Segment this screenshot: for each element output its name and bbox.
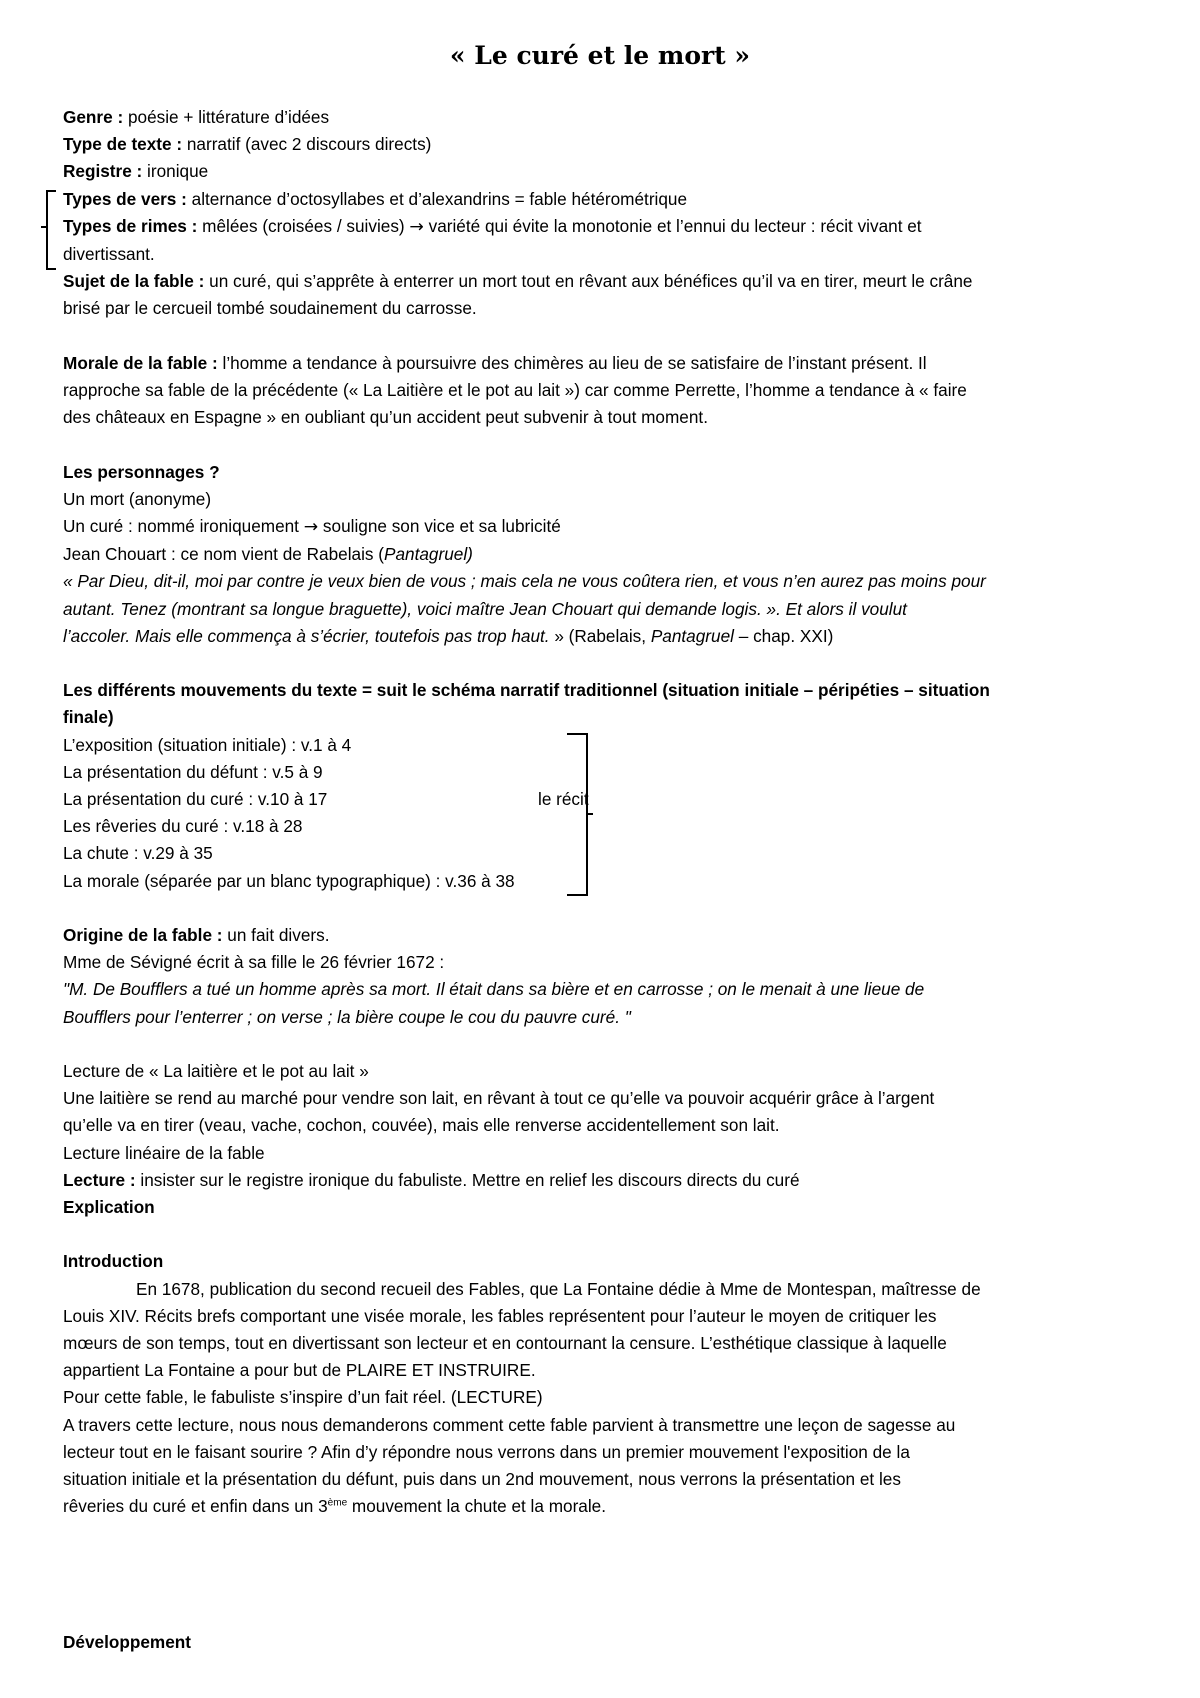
quote-3-source: » (Rabelais, [549, 625, 651, 646]
sevigne-line: Mme de Sévigné écrit à sa fille le 26 février 1672 : [63, 952, 445, 973]
mouvement-item: La présentation du curé : v.10 à 17 [63, 789, 328, 810]
rabelais-quote-1: « Par Dieu, dit-il, moi par contre je veux bien de vous ; mais cela ne vous coûtera rien, et vous n’en aurez pas moins pour [63, 571, 986, 592]
mouvement-item: Les rêveries du curé : v.18 à 28 [63, 816, 303, 837]
sujet-line [63, 268, 1143, 295]
types-rimes-label: Types de rimes : [63, 215, 198, 236]
morale-text: l’homme a tendance à poursuivre des chimères au lieu de se satisfaire de l’instant présent. Il [217, 352, 927, 373]
laitiere-summary-1: Une laitière se rend au marché pour vendre son lait, en rêvant à tout ce qu’elle va pouvoir acquérir grâce à l’argent [63, 1088, 935, 1109]
type-texte-label: Type de texte : [63, 134, 183, 155]
developpement-heading: Développement [63, 1632, 191, 1653]
mouvements-list [63, 732, 1143, 895]
cure-text: Un curé : nommé ironiquement [63, 516, 304, 537]
types-vers-line [63, 186, 1143, 213]
arrow-right-icon: → [409, 216, 424, 237]
introduction-heading: Introduction [63, 1251, 164, 1272]
rabelais-quote-2: autant. Tenez (montrant sa longue braguette), voici maître Jean Chouart qui demande logis. ». Et alors il voulut [63, 598, 907, 619]
mouvement-item: La chute : v.29 à 35 [63, 843, 213, 864]
sujet-text: un curé, qui s’apprête à enterrer un mort tout en rêvant aux bénéfices qu’il va en tirer, meurt le crâne [204, 271, 973, 292]
intro-line: mœurs de son temps, tout en divertissant son lecteur et en contournant la censure. L’esthétique classique à laquelle [63, 1333, 947, 1354]
mouvement-item: La présentation du défunt : v.5 à 9 [63, 761, 323, 782]
explication-heading: Explication [63, 1197, 155, 1218]
morale-line-2: rapproche sa fable de la précédente (« La Laitière et le pot au lait ») car comme Perrette, l’homme a tendance à « faire [63, 380, 967, 401]
lecture-lineaire: Lecture linéaire de la fable [63, 1142, 265, 1163]
quote-3-chapter: – chap. XXI) [733, 625, 834, 646]
types-rimes-line-2: divertissant. [63, 244, 155, 265]
arrow-right-icon: → [303, 517, 319, 538]
right-brace [567, 732, 593, 897]
sujet-line-2: brisé par le cercueil tombé soudainement du carrosse. [63, 298, 477, 319]
mouvement-item: L’exposition (situation initiale) : v.1 à 4 [63, 734, 352, 755]
mouvement-item: La morale (séparée par un blanc typographique) : v.36 à 38 [63, 870, 515, 891]
morale-label: Morale de la fable : [63, 352, 218, 373]
morale-line [63, 350, 1143, 377]
genre-line [63, 104, 1143, 131]
genre-label: Genre : [63, 107, 124, 127]
jean-text: Jean Chouart : ce nom vient de Rabelais ( [63, 544, 385, 565]
personnage-cure [63, 513, 1143, 541]
quote-3-text: l’accoler. Mais elle commença à s’écrier, toutefois pas trop haut. [63, 625, 550, 646]
sevigne-quote-1: "M. De Boufflers a tué un homme après sa mort. Il était dans sa bière et en carrosse ; on le menait à une lieue de [63, 979, 925, 1000]
jean-book: Pantagruel) [384, 544, 473, 565]
intro-line: Pour cette fable, le fabuliste s’inspire d’un fait réel. (LECTURE) [63, 1387, 543, 1408]
intro-line [63, 1493, 1143, 1520]
quote-3-book: Pantagruel [650, 625, 734, 646]
origine-label: Origine de la fable : [63, 925, 223, 946]
left-bracket [46, 190, 56, 270]
personnages-heading: Les personnages ? [63, 461, 220, 482]
rabelais-quote-3 [63, 623, 1143, 650]
superscript: ème [327, 1497, 348, 1509]
document-body [63, 104, 1143, 1656]
intro-line: situation initiale et la présentation du défunt, puis dans un 2nd mouvement, nous verrons la présentation et les [63, 1469, 901, 1490]
laitiere-title: Lecture de « La laitière et le pot au lait » [63, 1061, 369, 1082]
intro-text: rêveries du curé et enfin dans un 3 [63, 1496, 328, 1517]
mouvements-heading: Les différents mouvements du texte = suit le schéma narratif traditionnel (situation initiale – péripéties – situation [63, 680, 990, 701]
origine-text: un fait divers. [222, 925, 330, 946]
registre-text: ironique [142, 161, 209, 182]
types-rimes-text: mêlées (croisées / suivies) [197, 215, 410, 236]
intro-line: A travers cette lecture, nous nous demanderons comment cette fable parvient à transmettre une leçon de sagesse au [63, 1414, 956, 1435]
intro-line: lecteur tout en le faisant sourire ? Afin d’y répondre nous verrons dans un premier mouvement l'exposition de la [63, 1441, 910, 1462]
lecture-text: insister sur le registre ironique du fabuliste. Mettre en relief les discours directs du curé [135, 1169, 800, 1190]
personnage-jean [63, 541, 1143, 568]
cure-text-cont: souligne son vice et sa lubricité [318, 516, 561, 537]
registre-label: Registre : [63, 161, 143, 182]
mouvements-heading-2: finale) [63, 707, 114, 728]
intro-line: Louis XIV. Récits brefs comportant une visée morale, les fables représentent pour l’auteur le moyen de critiquer les [63, 1305, 937, 1326]
intro-text-cont: mouvement la chute et la morale. [347, 1496, 607, 1517]
lecture-line [63, 1167, 1143, 1194]
registre-line [63, 158, 1143, 185]
origine-line [63, 922, 1143, 949]
sujet-label: Sujet de la fable : [63, 271, 205, 292]
lecture-label: Lecture : [63, 1169, 136, 1190]
sevigne-quote-2: Boufflers pour l’enterrer ; on verse ; la bière coupe le cou du pauvre curé. " [63, 1006, 631, 1027]
recit-label: le récit [538, 789, 589, 810]
left-bracket-tick [41, 226, 47, 228]
intro-line: appartient La Fontaine a pour but de PLAIRE ET INSTRUIRE. [63, 1360, 536, 1381]
page-title: « Le curé et le mort » [449, 41, 751, 70]
types-rimes-text-cont: variété qui évite la monotonie et l’ennui du lecteur : récit vivant et [423, 215, 922, 236]
type-texte-line [63, 131, 1143, 158]
type-texte-text: narratif (avec 2 discours directs) [182, 134, 432, 155]
intro-line: En 1678, publication du second recueil des Fables, que La Fontaine dédie à Mme de Montespan, maîtresse de [136, 1278, 981, 1299]
genre-text: poésie + littérature d’idées [123, 107, 330, 127]
types-vers-label: Types de vers : [63, 188, 187, 209]
morale-line-3: des châteaux en Espagne » en oubliant qu’un accident peut subvenir à tout moment. [63, 407, 708, 428]
personnage-mort: Un mort (anonyme) [63, 488, 212, 509]
laitiere-summary-2: qu’elle va en tirer (veau, vache, cochon, couvée), mais elle renverse accidentellement son lait. [63, 1115, 780, 1136]
types-rimes-line [63, 213, 1143, 241]
types-vers-text: alternance d’octosyllabes et d’alexandrins = fable hétérométrique [186, 188, 688, 209]
